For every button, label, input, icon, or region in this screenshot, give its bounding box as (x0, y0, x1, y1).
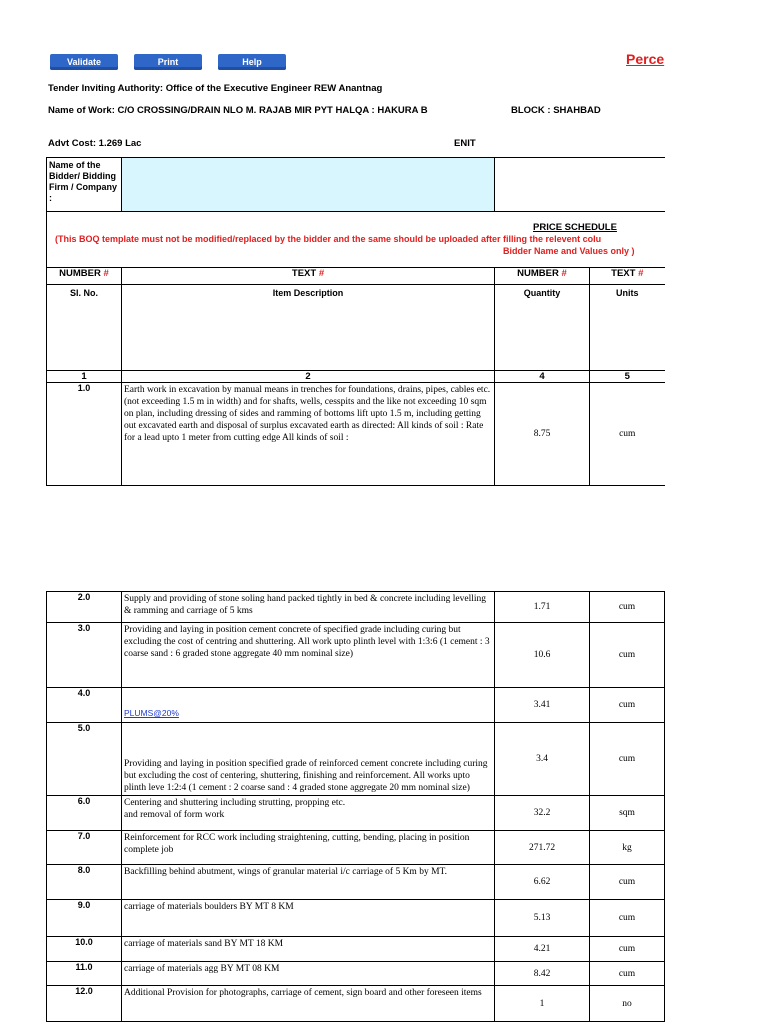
item-quantity[interactable]: 1 (495, 986, 590, 1022)
item-unit: cum (590, 900, 665, 937)
col-num-5: 5 (590, 371, 665, 383)
table-row (47, 592, 665, 623)
col-num-1: 1 (47, 371, 122, 383)
boq-note-line1: (This BOQ template must not be modified/replaced by the bidder and the same should be uploaded after filling the relevent colu (55, 234, 602, 244)
sl-no: 4.0 (47, 688, 122, 723)
boq-note-line2: Bidder Name and Values only ) (503, 246, 635, 256)
bidder-row (47, 158, 665, 212)
price-schedule-cell (47, 212, 665, 268)
table-row (47, 723, 665, 796)
item-description: Providing and laying in position cement concrete of specified grade including curing but excluding the cost of centring and shuttering. All work upto plinth level with 1:3:6 (1 cement : 3 coarse sand : 6 graded stone aggregate 40 mm nominal size) (122, 623, 495, 688)
item-unit: cum (590, 383, 665, 486)
item-unit: cum (590, 592, 665, 623)
block-label: BLOCK : SHAHBAD (511, 105, 601, 116)
validate-button[interactable]: Validate (50, 54, 118, 70)
item-unit: cum (590, 723, 665, 796)
item-quantity[interactable]: 6.62 (495, 865, 590, 900)
item-description: carriage of materials agg BY MT 08 KM (122, 962, 495, 986)
column-type-row (47, 268, 665, 285)
table-row (47, 937, 665, 962)
col-sl-no: Sl. No. (47, 285, 122, 371)
enit-label: ENIT (454, 138, 476, 149)
table-row (47, 986, 665, 1022)
col-num-2: 2 (122, 371, 495, 383)
col-type-1: NUMBER # (47, 268, 122, 285)
item-quantity[interactable]: 3.4 (495, 723, 590, 796)
item-unit: kg (590, 831, 665, 865)
sl-no: 1.0 (47, 383, 122, 486)
tender-authority: Tender Inviting Authority: Office of the Executive Engineer REW Anantnag (48, 83, 383, 94)
column-name-row (47, 285, 665, 371)
column-number-row (47, 371, 665, 383)
advt-cost: Advt Cost: 1.269 Lac (48, 138, 142, 149)
boq-header-table (46, 157, 665, 486)
sl-no: 12.0 (47, 986, 122, 1022)
item-unit: cum (590, 623, 665, 688)
col-quantity: Quantity (495, 285, 590, 371)
item-description: Backfilling behind abutment, wings of granular material i/c carriage of 5 Km by MT. (122, 865, 495, 900)
col-type-4: TEXT # (590, 268, 665, 285)
sl-no: 10.0 (47, 937, 122, 962)
bidder-name-input[interactable] (122, 158, 495, 212)
boq-items-table (46, 591, 665, 1022)
item-description (122, 688, 495, 723)
sl-no: 6.0 (47, 796, 122, 831)
col-type-2: TEXT # (122, 268, 495, 285)
table-row (47, 962, 665, 986)
percent-header: Perce (626, 51, 665, 67)
price-schedule-title: PRICE SCHEDULE (533, 222, 617, 233)
bidder-label: Name of the Bidder/ Bidding Firm / Company : (47, 158, 122, 212)
table-row (47, 688, 665, 723)
table-row (47, 383, 665, 486)
item-description: Centering and shuttering including strutting, propping etc. and removal of form work (122, 796, 495, 831)
item-description: Additional Provision for photographs, carriage of cement, sign board and other foreseen items (122, 986, 495, 1022)
item-quantity[interactable]: 10.6 (495, 623, 590, 688)
help-button[interactable]: Help (218, 54, 286, 70)
sl-no: 7.0 (47, 831, 122, 865)
item-description: carriage of materials boulders BY MT 8 KM (122, 900, 495, 937)
table-row (47, 865, 665, 900)
sl-no: 2.0 (47, 592, 122, 623)
col-type-3: NUMBER # (495, 268, 590, 285)
item-description: Providing and laying in position specified grade of reinforced cement concrete including curing but excluding the cost of centering, shuttering, finishing and reinforcement. All works upto plinth leve 1:2:4 (1 cement : 2 coarse sand : 4 graded stone aggregate 20 mm nominal size) (122, 723, 495, 796)
sl-no: 5.0 (47, 723, 122, 796)
plums-link[interactable]: PLUMS@20% (124, 708, 179, 718)
schedule-row (47, 212, 665, 268)
item-quantity[interactable]: 3.41 (495, 688, 590, 723)
sl-no: 9.0 (47, 900, 122, 937)
item-unit: cum (590, 865, 665, 900)
col-num-4: 4 (495, 371, 590, 383)
table-row (47, 623, 665, 688)
item-unit: cum (590, 937, 665, 962)
col-item-description: Item Description (122, 285, 495, 371)
item-quantity[interactable]: 32.2 (495, 796, 590, 831)
item-quantity[interactable]: 5.13 (495, 900, 590, 937)
item-quantity[interactable]: 4.21 (495, 937, 590, 962)
item-quantity[interactable]: 271.72 (495, 831, 590, 865)
table-row (47, 831, 665, 865)
sl-no: 11.0 (47, 962, 122, 986)
item-unit: cum (590, 962, 665, 986)
print-button[interactable]: Print (134, 54, 202, 70)
item-unit: sqm (590, 796, 665, 831)
table-row (47, 796, 665, 831)
item-description: Earth work in excavation by manual means in trenches for foundations, drains, pipes, cables etc. (not exceeding 1.5 m in width) and for shafts, wells, cesspits and the like not exceeding 10 sqm on plan, including dressing of sides and ramming of bottoms lift upto 1.5 m, including getting out excavated earth and disposal of surplus excavated earth as directed: All kinds of soil : Rate for a lead upto 1 meter from cutting edge All kinds of soil : (122, 383, 495, 486)
item-unit: no (590, 986, 665, 1022)
item-unit: cum (590, 688, 665, 723)
sl-no: 8.0 (47, 865, 122, 900)
item-description: Supply and providing of stone soling hand packed tightly in bed & concrete including levelling & ramming and carriage of 5 kms (122, 592, 495, 623)
table-row (47, 900, 665, 937)
name-of-work: Name of Work: C/O CROSSING/DRAIN NLO M. RAJAB MIR PYT HALQA : HAKURA B (48, 105, 428, 116)
item-quantity[interactable]: 1.71 (495, 592, 590, 623)
item-quantity[interactable]: 8.42 (495, 962, 590, 986)
item-quantity[interactable]: 8.75 (495, 383, 590, 486)
item-description: carriage of materials sand BY MT 18 KM (122, 937, 495, 962)
item-description: Reinforcement for RCC work including straightening, cutting, bending, placing in position complete job (122, 831, 495, 865)
col-units: Units (590, 285, 665, 371)
sl-no: 3.0 (47, 623, 122, 688)
bidder-blank (495, 158, 665, 212)
